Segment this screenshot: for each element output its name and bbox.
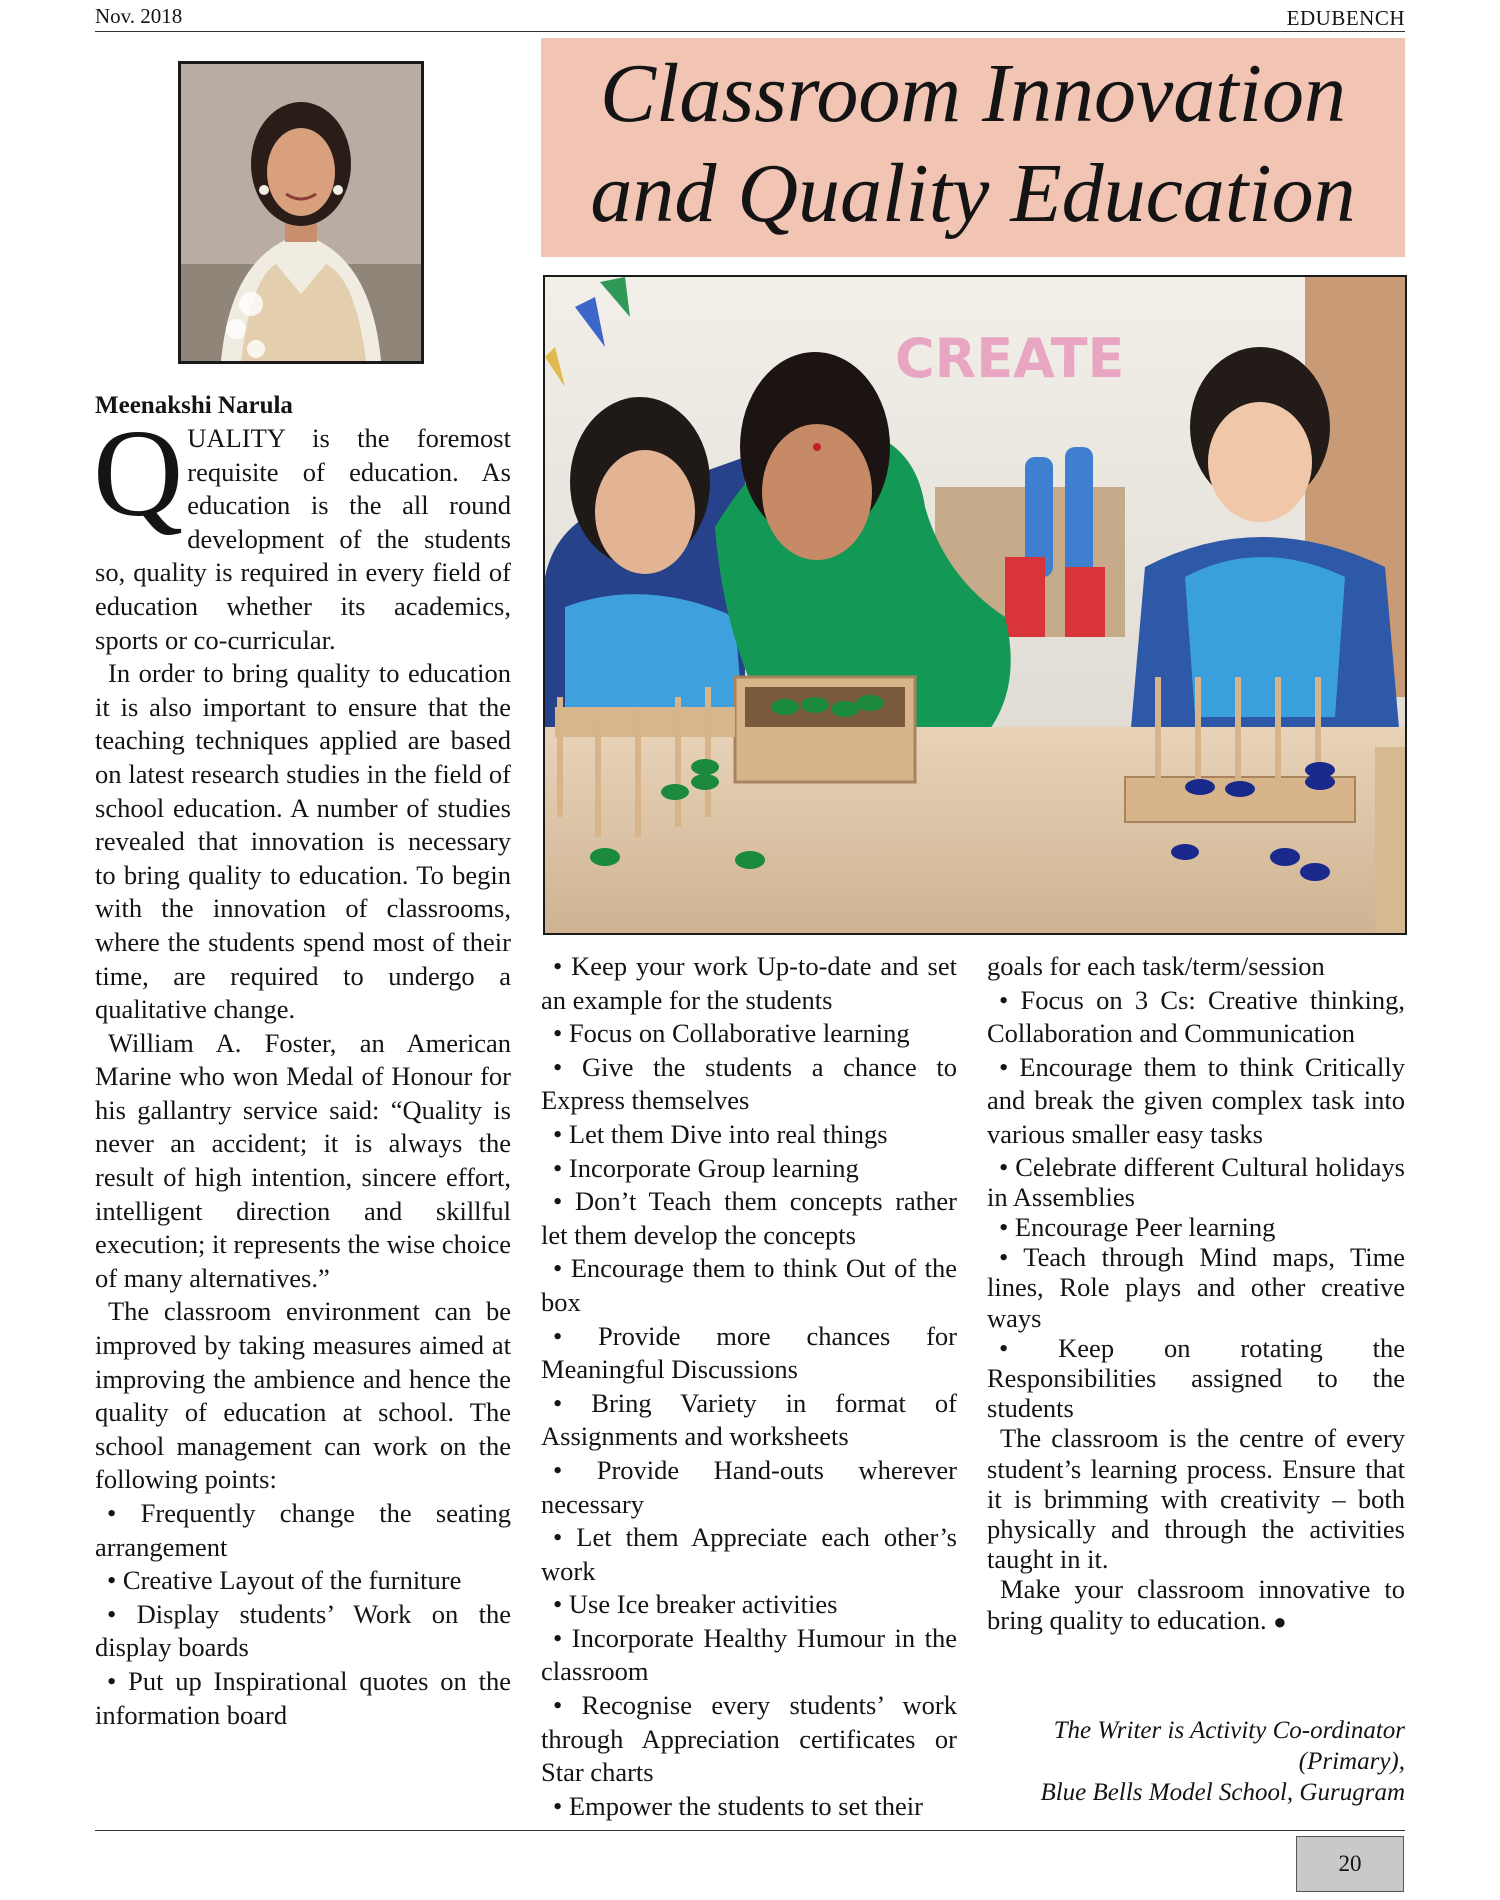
bullet-item: • Celebrate different Cultural holidays in Assemblies [987,1151,1405,1212]
issue-date: Nov. 2018 [95,4,183,28]
credit-line: (Primary), [1298,1748,1405,1775]
banner-letters: CREATE [895,327,1125,390]
author-credit [987,1715,1405,1808]
credit-line: The Writer is Activity Co-ordinator [1053,1717,1405,1744]
closing-paragraph: The classroom is the centre of every student’s learning process. Ensure that it is brimming with creativity – both physically and through the activities taught in it. [987,1423,1405,1575]
author-portrait [178,61,424,364]
bullet-item: • Incorporate Group learning [553,1152,859,1183]
bullet-item: • Encourage them to think Out of the box [541,1253,957,1317]
bullet-item: • Focus on Collaborative learning [553,1018,910,1049]
classroom-photo [543,275,1407,935]
intro-text: UALITY is the foremost requisite of education. As education is the all round development of the students so, quality is required in every field of education whether its academics, sports or co-curricular. [95,423,511,655]
paragraph: William A. Foster, an American Marine who won Medal of Honour for his gallantry service said: “Quality is never an accident; it is always the result of high intention, sincere effort, intelligent direction and skillful execution; it represents the wise choice of many alternatives.” [95,1027,511,1293]
paragraph: In order to bring quality to education it is also important to ensure that the teaching techniques applied are based on latest research studies in the field of school education. A number of studies revealed that innovation is necessary to bring quality to education. To begin with the innovation of classrooms, where the students spend most of their time, are required to undergo a qualitative change. [95,658,511,1025]
bullet-item: • Focus on 3 Cs: Creative thinking, Collaboration and Communication [987,984,1405,1049]
bullet-item: • Teach through Mind maps, Time lines, Role plays and other creative ways [987,1242,1405,1333]
column-3 [987,950,1405,1637]
title-line-1: Classroom Innovation [600,47,1346,140]
publication-name: EDUBENCH [1286,6,1405,30]
bullet-item: • Recognise every students’ work through Appreciation certificates or Star charts [541,1690,957,1788]
bullet-item: • Incorporate Healthy Humour in the classroom [541,1622,957,1687]
bullet-item: • Keep your work Up-to-date and set an example for the students [541,951,957,1015]
bullet-item: • Give the students a chance to Express themselves [541,1051,957,1116]
top-rule [95,31,1405,32]
bullet-item: • Empower the students to set their [553,1790,923,1821]
drop-cap: Q [93,405,184,543]
paragraph: The classroom environment can be improved by taking measures aimed at improving the ambience and hence the quality of education at school. The school management can work on the following points: [95,1296,511,1495]
end-mark: ● [1273,1608,1287,1634]
page-number: 20 [1296,1836,1404,1892]
bullet-item: • Provide more chances for Meaningful Discussions [541,1320,957,1385]
column-2 [541,950,957,1823]
bullet-item: • Use Ice breaker activities [553,1589,838,1620]
bullet-item: • Provide Hand-outs wherever necessary [541,1454,957,1519]
closing-paragraph [987,1574,1405,1636]
bullet-item: • Creative Layout of the furniture [107,1565,462,1596]
bullet-item: • Frequently change the seating arrangement [95,1498,511,1562]
bullet-item: • Let them Appreciate each other’s work [541,1522,957,1586]
credit-line: Blue Bells Model School, Gurugram [1040,1779,1405,1806]
bottom-rule [95,1830,1405,1831]
title-line-2: and Quality Education [590,147,1356,240]
continuation-text: goals for each task/term/session [987,951,1325,981]
article-title [541,38,1405,257]
bullet-item: • Keep on rotating the Responsibilities assigned to the students [987,1332,1405,1424]
bullet-item: • Display students’ Work on the display boards [95,1598,511,1663]
bullet-item: • Don’t Teach them concepts rather let them develop the concepts [541,1186,957,1250]
bullet-item: • Bring Variety in format of Assignments and worksheets [541,1387,957,1452]
closing-text: Make your classroom innovative to bring quality to education. [987,1574,1405,1635]
author-name: Meenakshi Narula [95,392,293,419]
bullet-item: • Encourage Peer learning [999,1211,1276,1242]
bullet-item: • Let them Dive into real things [553,1118,888,1149]
bullet-item: • Encourage them to think Critically and break the given complex task into various smaller easy tasks [987,1051,1405,1149]
bullet-item: • Put up Inspirational quotes on the information board [95,1665,511,1730]
